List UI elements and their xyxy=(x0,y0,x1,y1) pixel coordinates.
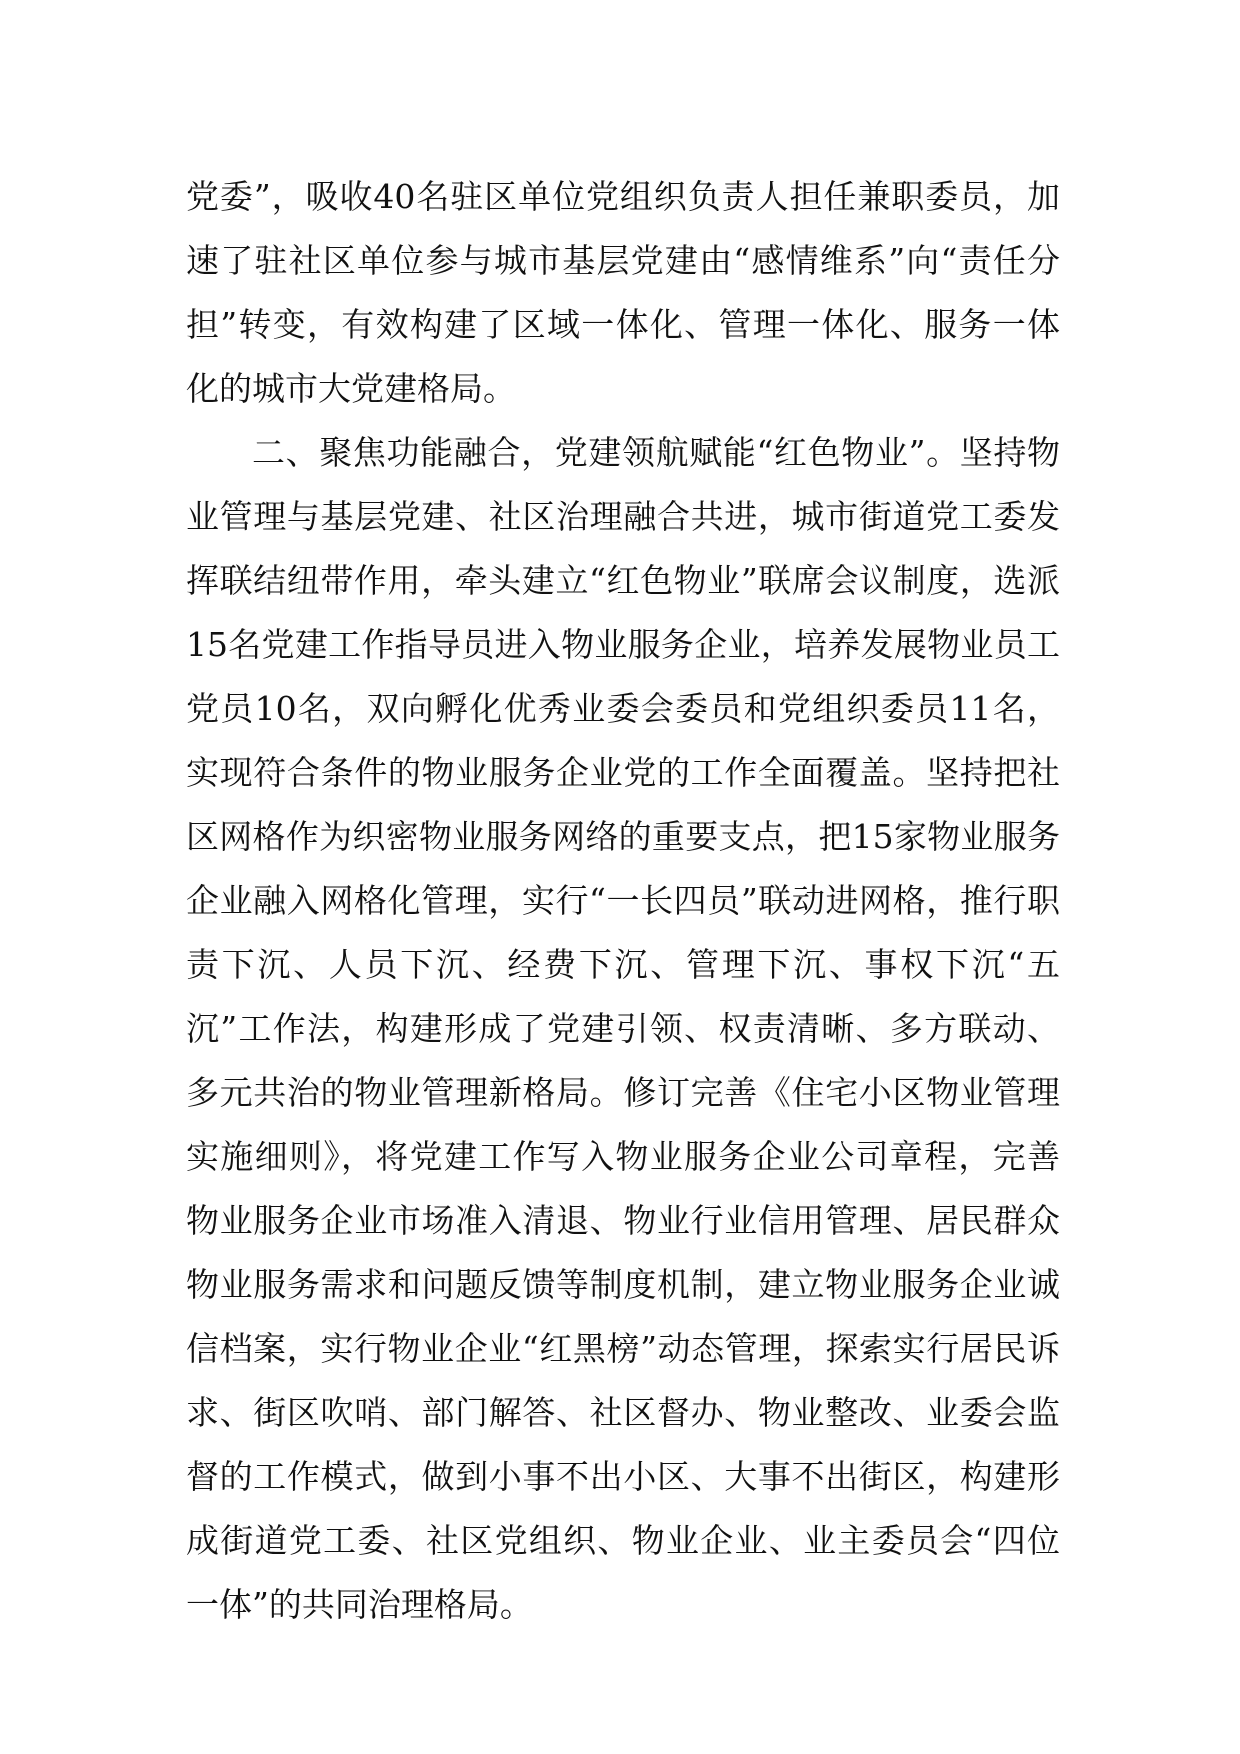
document-body xyxy=(186,165,1060,1637)
paragraph-continuation: 党委”，吸收40名驻区单位党组织负责人担任兼职委员，加速了驻社区单位参与城市基层党建由“感情维系”向“责任分担”转变，有效构建了区域一体化、管理一体化、服务一体化的城市大党建格局。 xyxy=(186,177,1060,408)
paragraph-section-two: 二、聚焦功能融合，党建领航赋能“红色物业”。坚持物业管理与基层党建、社区治理融合共进，城市街道党工委发挥联结纽带作用，牵头建立“红色物业”联席会议制度，选派15名党建工作指导员进入物业服务企业，培养发展物业员工党员10名，双向孵化优秀业委会委员和党组织委员11名，实现符合条件的物业服务企业党的工作全面覆盖。坚持把社区网格作为织密物业服务网络的重要支点，把15家物业服务企业融入网格化管理，实行“一长四员”联动进网格，推行职责下沉、人员下沉、经费下沉、管理下沉、事权下沉“五沉”工作法，构建形成了党建引领、权责清晰、多方联动、多元共治的物业管理新格局。修订完善《住宅小区物业管理实施细则》，将党建工作写入物业服务企业公司章程，完善物业服务企业市场准入清退、物业行业信用管理、居民群众物业服务需求和问题反馈等制度机制，建立物业服务企业诚信档案，实行物业企业“红黑榜”动态管理，探索实行居民诉求、街区吹哨、部门解答、社区督办、物业整改、业委会监督的工作模式，做到小事不出小区、大事不出街区，构建形成街道党工委、社区党组织、物业企业、业主委员会“四位一体”的共同治理格局。 xyxy=(186,433,1060,1624)
